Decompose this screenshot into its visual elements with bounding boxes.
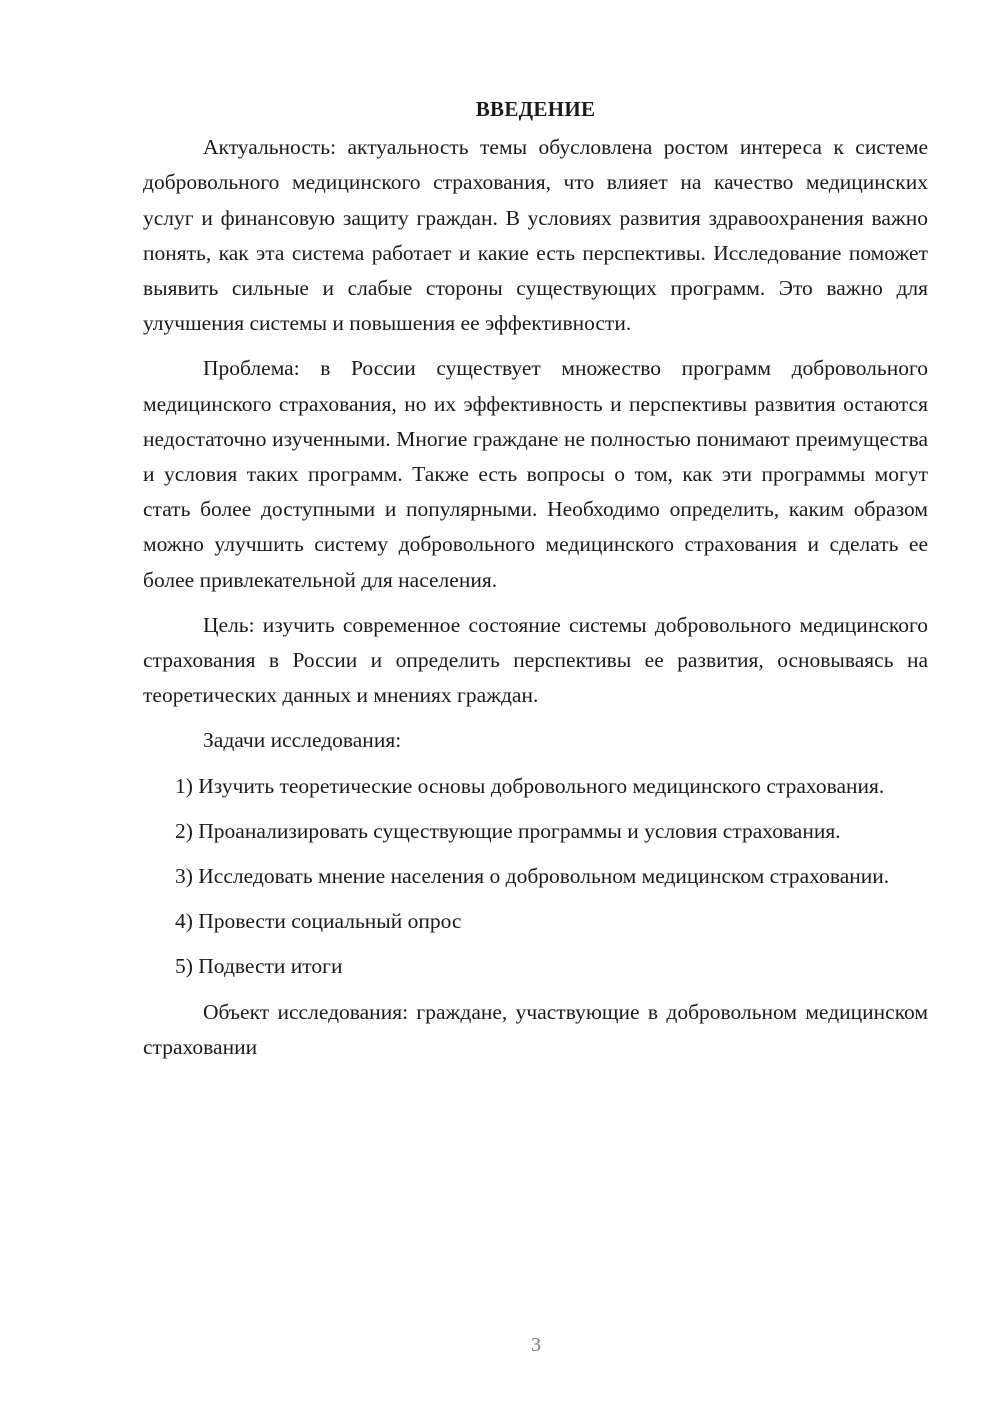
object-paragraph: Объект исследования: граждане, участвующие в добровольном медицинском страховании: [143, 999, 928, 1059]
task-item-3: 3) Исследовать мнение населения о добровольном медицинском страховании.: [175, 864, 890, 889]
document-page: [143, 92, 928, 1075]
section-title: ВВЕДЕНИЕ: [475, 97, 596, 121]
page-number: 3: [531, 1334, 541, 1356]
task-item-5: 5) Подвести итоги: [175, 954, 343, 979]
relevance-paragraph: Актуальность: актуальность темы обусловлена ростом интереса к системе добровольного медицинского страхования, что влияет на качество медицинских услуг и финансовую защиту граждан. В условиях развития здравоохранения важно понять, как эта система работает и какие есть перспективы. Исследование поможет выявить сильные и слабые стороны существующих программ. Это важно для улучшения системы и повышения ее эффективности.: [143, 135, 928, 336]
task-item-4: 4) Провести социальный опрос: [175, 909, 462, 934]
problem-paragraph: Проблема: в России существует множество программ добровольного медицинского страхования, но их эффективность и перспективы развития остаются недостаточно изученными. Многие граждане не полностью понимают преимущества и условия таких программ. Также есть вопросы о том, как эти программы могут стать более доступными и популярными. Необходимо определить, каким образом можно улучшить систему добровольного медицинского страхования и сделать ее более привлекательной для населения.: [143, 356, 928, 592]
tasks-heading: Задачи исследования:: [203, 728, 402, 753]
goal-paragraph: Цель: изучить современное состояние системы добровольного медицинского страхования в России и определить перспективы ее развития, основываясь на теоретических данных и мнениях граждан.: [143, 612, 928, 708]
task-item-1: 1) Изучить теоретические основы добровольного медицинского страхования.: [175, 773, 885, 798]
task-item-2: 2) Проанализировать существующие программы и условия страхования.: [175, 818, 841, 843]
